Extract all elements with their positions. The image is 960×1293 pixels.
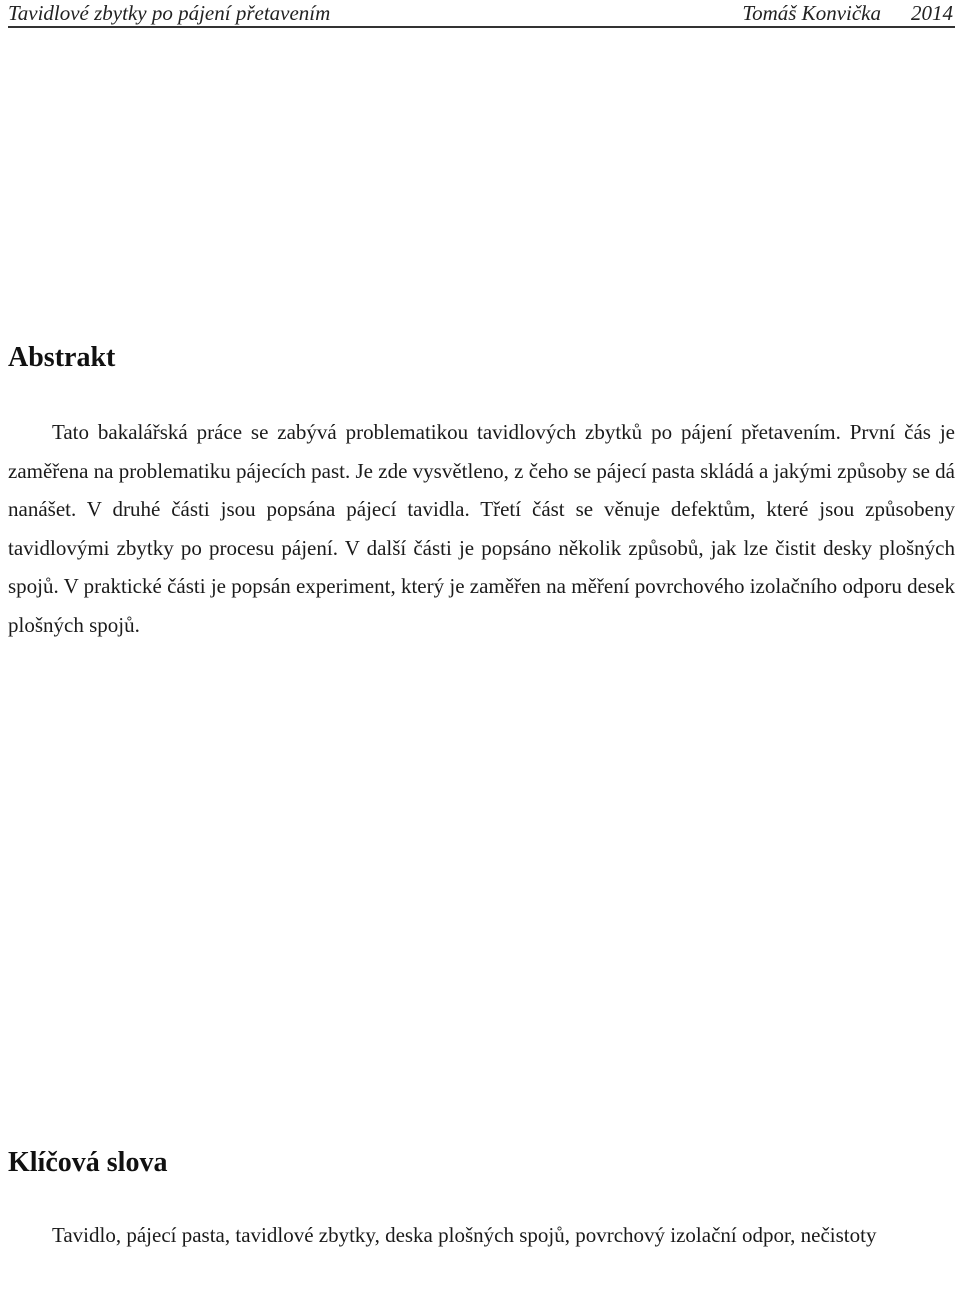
page-header [8, 0, 955, 28]
keywords-heading: Klíčová slova [8, 1147, 168, 1178]
keywords-text: Tavidlo, pájecí pasta, tavidlové zbytky, deska plošných spojů, povrchový izolační odpor, nečistoty [52, 1223, 877, 1247]
header-title: Tavidlové zbytky po pájení přetavením [8, 1, 331, 25]
abstract-text: Tato bakalářská práce se zabývá problematikou tavidlových zbytků po pájení přetavením. První čás je zaměřena na problematiku pájecích past. Je zde vysvětleno, z čeho se pájecí pasta skládá a jakými způsoby se dá nanášet. V druhé části jsou popsána pájecí tavidla. Třetí část se věnuje defektům, které jsou způsobeny tavidlovými zbytky po procesu pájení. V další části je popsáno několik způsobů, jak lze čistit desky plošných spojů. V praktické části je popsán experiment, který je zaměřen na měření povrchového izolačního odporu desek plošných spojů. [8, 420, 955, 637]
header-year: 2014 [911, 1, 953, 25]
abstract-heading: Abstrakt [8, 342, 116, 373]
header-author: Tomáš Konvička [742, 1, 881, 25]
header-meta [742, 0, 953, 26]
